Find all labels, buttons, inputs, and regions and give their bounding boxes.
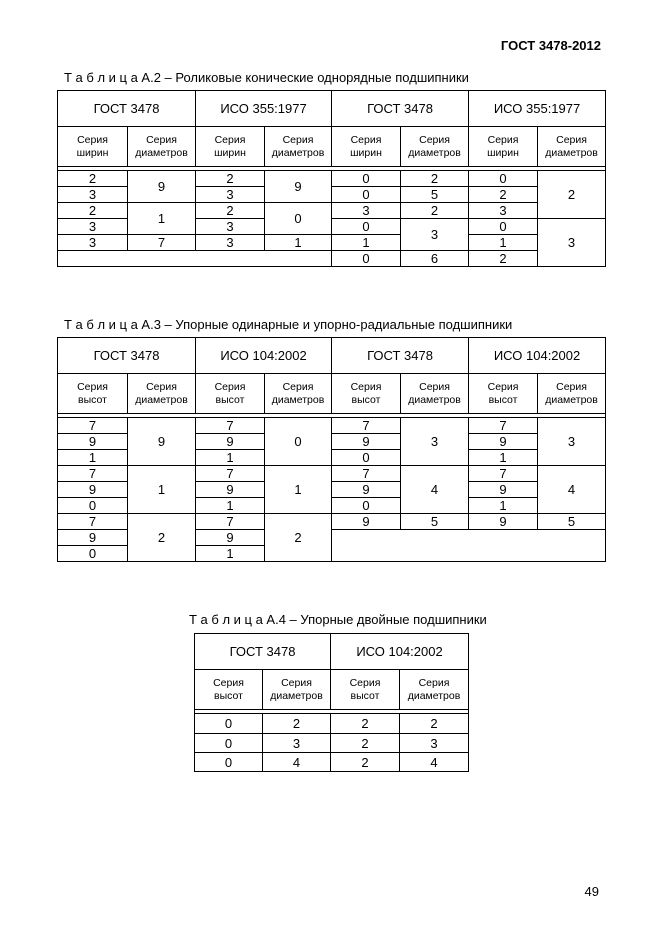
empty-cell bbox=[332, 530, 606, 562]
table-cell: 7 bbox=[58, 466, 128, 482]
table-cell: 9 bbox=[58, 482, 128, 498]
table-cell: 7 bbox=[332, 418, 401, 434]
subheader-diameter-series: Серия диаметров bbox=[538, 127, 606, 167]
table-cell: 2 bbox=[58, 171, 128, 187]
table-cell: 9 bbox=[332, 482, 401, 498]
subheader-diameter-series: Серия диаметров bbox=[265, 374, 332, 414]
header-iso: ИСО 355:1977 bbox=[196, 91, 332, 127]
table-cell: 7 bbox=[58, 514, 128, 530]
table-cell: 2 bbox=[400, 714, 469, 734]
subheader-diameter-series: Серия диаметров bbox=[128, 127, 196, 167]
table-cell: 7 bbox=[196, 466, 265, 482]
subheader-width-series: Серия ширин bbox=[196, 127, 265, 167]
table-cell: 0 bbox=[195, 734, 263, 753]
table-cell: 3 bbox=[401, 418, 469, 466]
header-iso: ИСО 104:2002 bbox=[196, 338, 332, 374]
table-cell: 3 bbox=[401, 219, 469, 251]
table-cell: 9 bbox=[469, 482, 538, 498]
subheader-height-series: Серия высот bbox=[332, 374, 401, 414]
table-cell: 9 bbox=[265, 171, 332, 203]
table-cell: 0 bbox=[265, 418, 332, 466]
table-cell: 3 bbox=[58, 187, 128, 203]
table-cell: 0 bbox=[58, 546, 128, 562]
table-cell: 3 bbox=[196, 187, 265, 203]
table-a3 bbox=[57, 337, 606, 562]
table-cell: 2 bbox=[331, 753, 400, 772]
table-cell: 3 bbox=[538, 418, 606, 466]
table-cell: 5 bbox=[401, 514, 469, 530]
header-iso: ИСО 355:1977 bbox=[469, 91, 606, 127]
table-cell: 1 bbox=[469, 235, 538, 251]
table-cell: 1 bbox=[469, 450, 538, 466]
header-gost: ГОСТ 3478 bbox=[195, 634, 331, 670]
table-cell: 7 bbox=[469, 466, 538, 482]
table-cell: 9 bbox=[128, 171, 196, 203]
table-cell: 0 bbox=[195, 753, 263, 772]
table-cell: 1 bbox=[196, 498, 265, 514]
table-cell: 2 bbox=[331, 714, 400, 734]
table-cell: 2 bbox=[469, 251, 538, 267]
table-cell: 3 bbox=[196, 235, 265, 251]
table-cell: 0 bbox=[332, 498, 401, 514]
table-cell: 7 bbox=[332, 466, 401, 482]
subheader-diameter-series: Серия диаметров bbox=[401, 374, 469, 414]
table-cell: 9 bbox=[332, 434, 401, 450]
table-cell: 3 bbox=[538, 219, 606, 267]
table-cell: 2 bbox=[331, 734, 400, 753]
header-gost: ГОСТ 3478 bbox=[332, 338, 469, 374]
table-cell: 0 bbox=[332, 219, 401, 235]
table-cell: 7 bbox=[58, 418, 128, 434]
subheader-diameter-series: Серия диаметров bbox=[263, 670, 331, 710]
table-cell: 2 bbox=[401, 203, 469, 219]
table-cell: 0 bbox=[469, 219, 538, 235]
table-cell: 3 bbox=[469, 203, 538, 219]
table-cell: 1 bbox=[128, 466, 196, 514]
table-cell: 4 bbox=[263, 753, 331, 772]
table-cell: 3 bbox=[58, 219, 128, 235]
subheader-height-series: Серия высот bbox=[58, 374, 128, 414]
table-cell: 2 bbox=[196, 203, 265, 219]
subheader-height-series: Серия высот bbox=[196, 374, 265, 414]
table-cell: 0 bbox=[265, 203, 332, 235]
table-cell: 1 bbox=[332, 235, 401, 251]
table-cell: 0 bbox=[195, 714, 263, 734]
table-cell: 2 bbox=[469, 187, 538, 203]
page-number: 49 bbox=[584, 884, 599, 899]
table-a3-caption: Т а б л и ц а А.3 – Упорные одинарные и упорно-радиальные подшипники bbox=[64, 317, 513, 332]
table-cell: 1 bbox=[128, 203, 196, 235]
table-cell: 2 bbox=[128, 514, 196, 562]
table-cell: 5 bbox=[401, 187, 469, 203]
table-cell: 2 bbox=[196, 171, 265, 187]
table-cell: 7 bbox=[128, 235, 196, 251]
table-cell: 0 bbox=[332, 251, 401, 267]
header-gost: ГОСТ 3478 bbox=[58, 338, 196, 374]
table-cell: 0 bbox=[332, 187, 401, 203]
table-cell: 6 bbox=[401, 251, 469, 267]
table-cell: 9 bbox=[128, 418, 196, 466]
table-cell: 4 bbox=[538, 466, 606, 514]
table-cell: 1 bbox=[58, 450, 128, 466]
table-cell: 1 bbox=[265, 466, 332, 514]
subheader-height-series: Серия высот bbox=[331, 670, 400, 710]
table-a2 bbox=[57, 90, 606, 267]
table-cell: 0 bbox=[469, 171, 538, 187]
subheader-width-series: Серия ширин bbox=[469, 127, 538, 167]
subheader-diameter-series: Серия диаметров bbox=[538, 374, 606, 414]
table-cell: 2 bbox=[58, 203, 128, 219]
subheader-diameter-series: Серия диаметров bbox=[401, 127, 469, 167]
table-cell: 3 bbox=[400, 734, 469, 753]
table-cell: 5 bbox=[538, 514, 606, 530]
table-a2-caption: Т а б л и ц а А.2 – Роликовые конические однорядные подшипники bbox=[64, 70, 469, 85]
table-cell: 1 bbox=[196, 450, 265, 466]
table-cell: 2 bbox=[401, 171, 469, 187]
subheader-height-series: Серия высот bbox=[195, 670, 263, 710]
table-cell: 1 bbox=[265, 235, 332, 251]
table-cell: 7 bbox=[196, 418, 265, 434]
document-code: ГОСТ 3478-2012 bbox=[500, 38, 601, 53]
table-cell: 1 bbox=[196, 546, 265, 562]
subheader-diameter-series: Серия диаметров bbox=[400, 670, 469, 710]
header-gost: ГОСТ 3478 bbox=[58, 91, 196, 127]
subheader-width-series: Серия ширин bbox=[58, 127, 128, 167]
subheader-diameter-series: Серия диаметров bbox=[128, 374, 196, 414]
table-cell: 2 bbox=[263, 714, 331, 734]
table-cell: 9 bbox=[58, 434, 128, 450]
table-cell: 9 bbox=[469, 434, 538, 450]
table-cell: 7 bbox=[196, 514, 265, 530]
table-cell: 3 bbox=[332, 203, 401, 219]
table-cell: 9 bbox=[196, 482, 265, 498]
table-cell: 4 bbox=[400, 753, 469, 772]
table-a4-caption: Т а б л и ц а А.4 – Упорные двойные подшипники bbox=[189, 612, 487, 627]
table-cell: 1 bbox=[469, 498, 538, 514]
subheader-diameter-series: Серия диаметров bbox=[265, 127, 332, 167]
empty-cell bbox=[58, 251, 332, 267]
table-cell: 0 bbox=[58, 498, 128, 514]
table-cell: 7 bbox=[469, 418, 538, 434]
table-cell: 2 bbox=[265, 514, 332, 562]
table-cell: 9 bbox=[58, 530, 128, 546]
table-cell: 3 bbox=[58, 235, 128, 251]
table-cell: 0 bbox=[332, 450, 401, 466]
header-gost: ГОСТ 3478 bbox=[332, 91, 469, 127]
table-cell: 9 bbox=[469, 514, 538, 530]
subheader-height-series: Серия высот bbox=[469, 374, 538, 414]
subheader-width-series: Серия ширин bbox=[332, 127, 401, 167]
table-cell: 0 bbox=[332, 171, 401, 187]
table-cell: 3 bbox=[196, 219, 265, 235]
table-cell: 4 bbox=[401, 466, 469, 514]
table-cell: 9 bbox=[332, 514, 401, 530]
header-iso: ИСО 104:2002 bbox=[331, 634, 469, 670]
table-a4 bbox=[194, 633, 469, 772]
table-cell: 9 bbox=[196, 530, 265, 546]
header-iso: ИСО 104:2002 bbox=[469, 338, 606, 374]
table-cell: 2 bbox=[538, 171, 606, 219]
table-cell: 9 bbox=[196, 434, 265, 450]
table-cell: 3 bbox=[263, 734, 331, 753]
